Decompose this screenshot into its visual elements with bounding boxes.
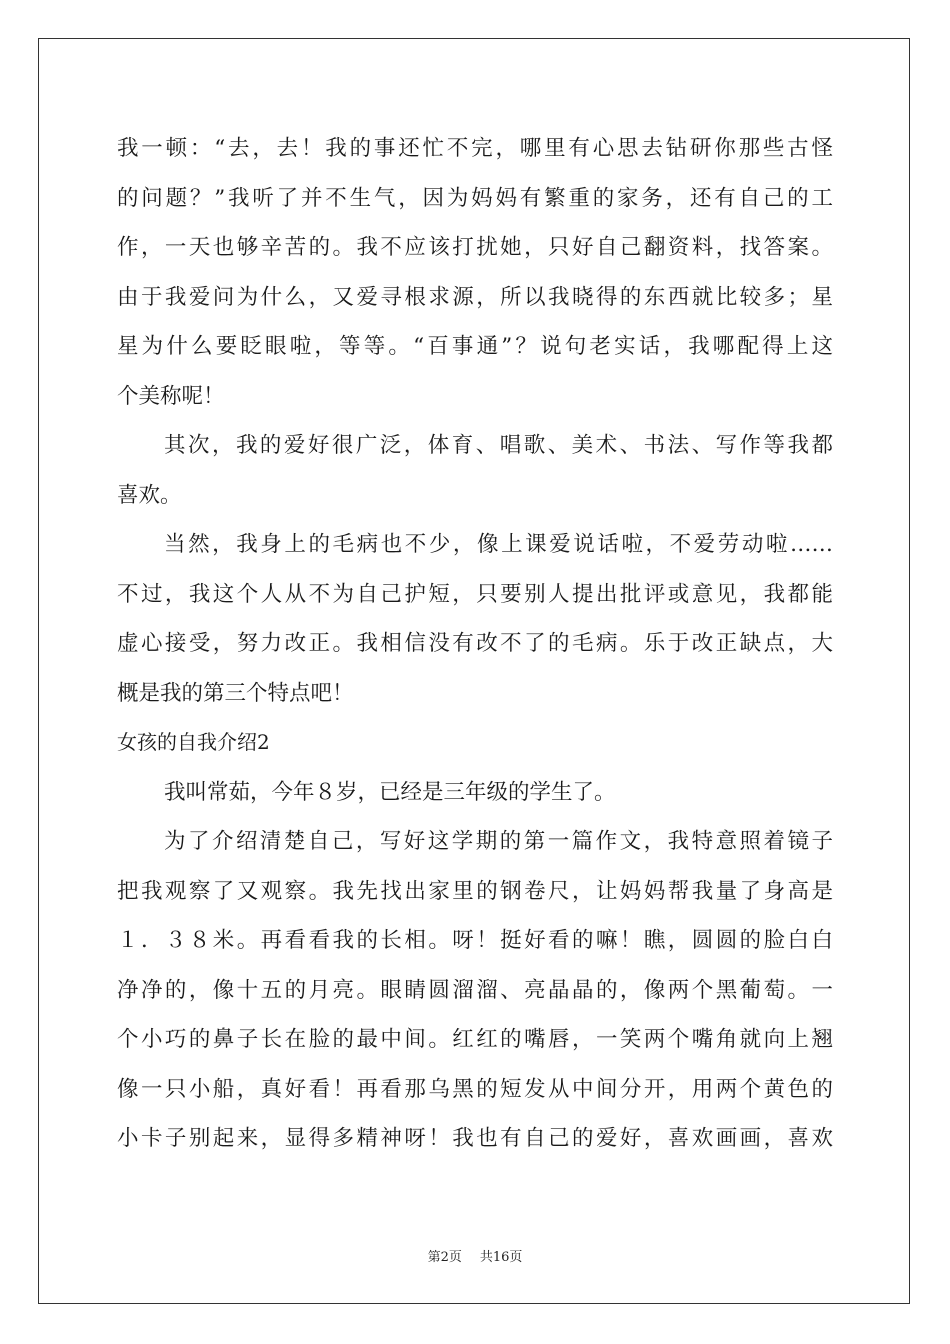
text-line: １．３８米。再看看我的长相。呀！挺好看的嘛！瞧，圆圆的脸白白 bbox=[117, 928, 833, 953]
paragraph-start-line: 当然，我身上的毛病也不少，像上课爱说话啦，不爱劳动啦…… bbox=[164, 532, 833, 557]
page-footer bbox=[0, 1246, 950, 1265]
text-line: 像一只小船，真好看！再看那乌黑的短发从中间分开，用两个黄色的 bbox=[117, 1076, 833, 1102]
text-line: 星为什么要眨眼啦，等等。“百事通”？说句老实话，我哪配得上这 bbox=[117, 334, 833, 359]
text-line: 小卡子别起来，显得多精神呀！我也有自己的爱好，喜欢画画，喜欢 bbox=[117, 1126, 833, 1151]
page-number: 第2页 bbox=[427, 1250, 462, 1265]
paragraph-start-line: 其次，我的爱好很广泛，体育、唱歌、美术、书法、写作等我都 bbox=[164, 433, 833, 458]
text-line: 喜欢。 bbox=[117, 482, 182, 508]
text-line: 个美称呢！ bbox=[117, 383, 225, 409]
text-line: 作，一天也够辛苦的。我不应该打扰她，只好自己翻资料，找答案。 bbox=[117, 235, 833, 260]
text-line: 虚心接受，努力改正。我相信没有改不了的毛病。乐于改正缺点，大 bbox=[117, 631, 833, 656]
text-line: 概是我的第三个特点吧！ bbox=[117, 680, 354, 706]
text-line: 净净的，像十五的月亮。眼睛圆溜溜、亮晶晶的，像两个黑葡萄。一 bbox=[117, 977, 833, 1003]
document-body bbox=[117, 124, 833, 1164]
text-line: 的问题？”我听了并不生气，因为妈妈有繁重的家务，还有自己的工 bbox=[117, 185, 833, 211]
text-line: 由于我爱问为什么，又爱寻根求源，所以我晓得的东西就比较多；星 bbox=[117, 284, 833, 310]
page-total: 共16页 bbox=[479, 1250, 523, 1265]
text-line: 我一顿：“去，去！我的事还忙不完，哪里有心思去钻研你那些古怪 bbox=[117, 136, 833, 161]
text-line: 把我观察了又观察。我先找出家里的钢卷尺，让妈妈帮我量了身高是 bbox=[117, 878, 833, 904]
section-heading: 女孩的自我介绍2 bbox=[117, 730, 270, 754]
paragraph-start-line: 为了介绍清楚自己，写好这学期的第一篇作文，我特意照着镜子 bbox=[164, 829, 833, 854]
text-line: 不过，我这个人从不为自己护短，只要别人提出批评或意见，我都能 bbox=[117, 581, 833, 607]
paragraph-start-line: 我叫常茹，今年８岁，已经是三年级的学生了。 bbox=[164, 779, 616, 805]
text-line: 个小巧的鼻子长在脸的最中间。红红的嘴唇，一笑两个嘴角就向上翘 bbox=[117, 1027, 833, 1052]
